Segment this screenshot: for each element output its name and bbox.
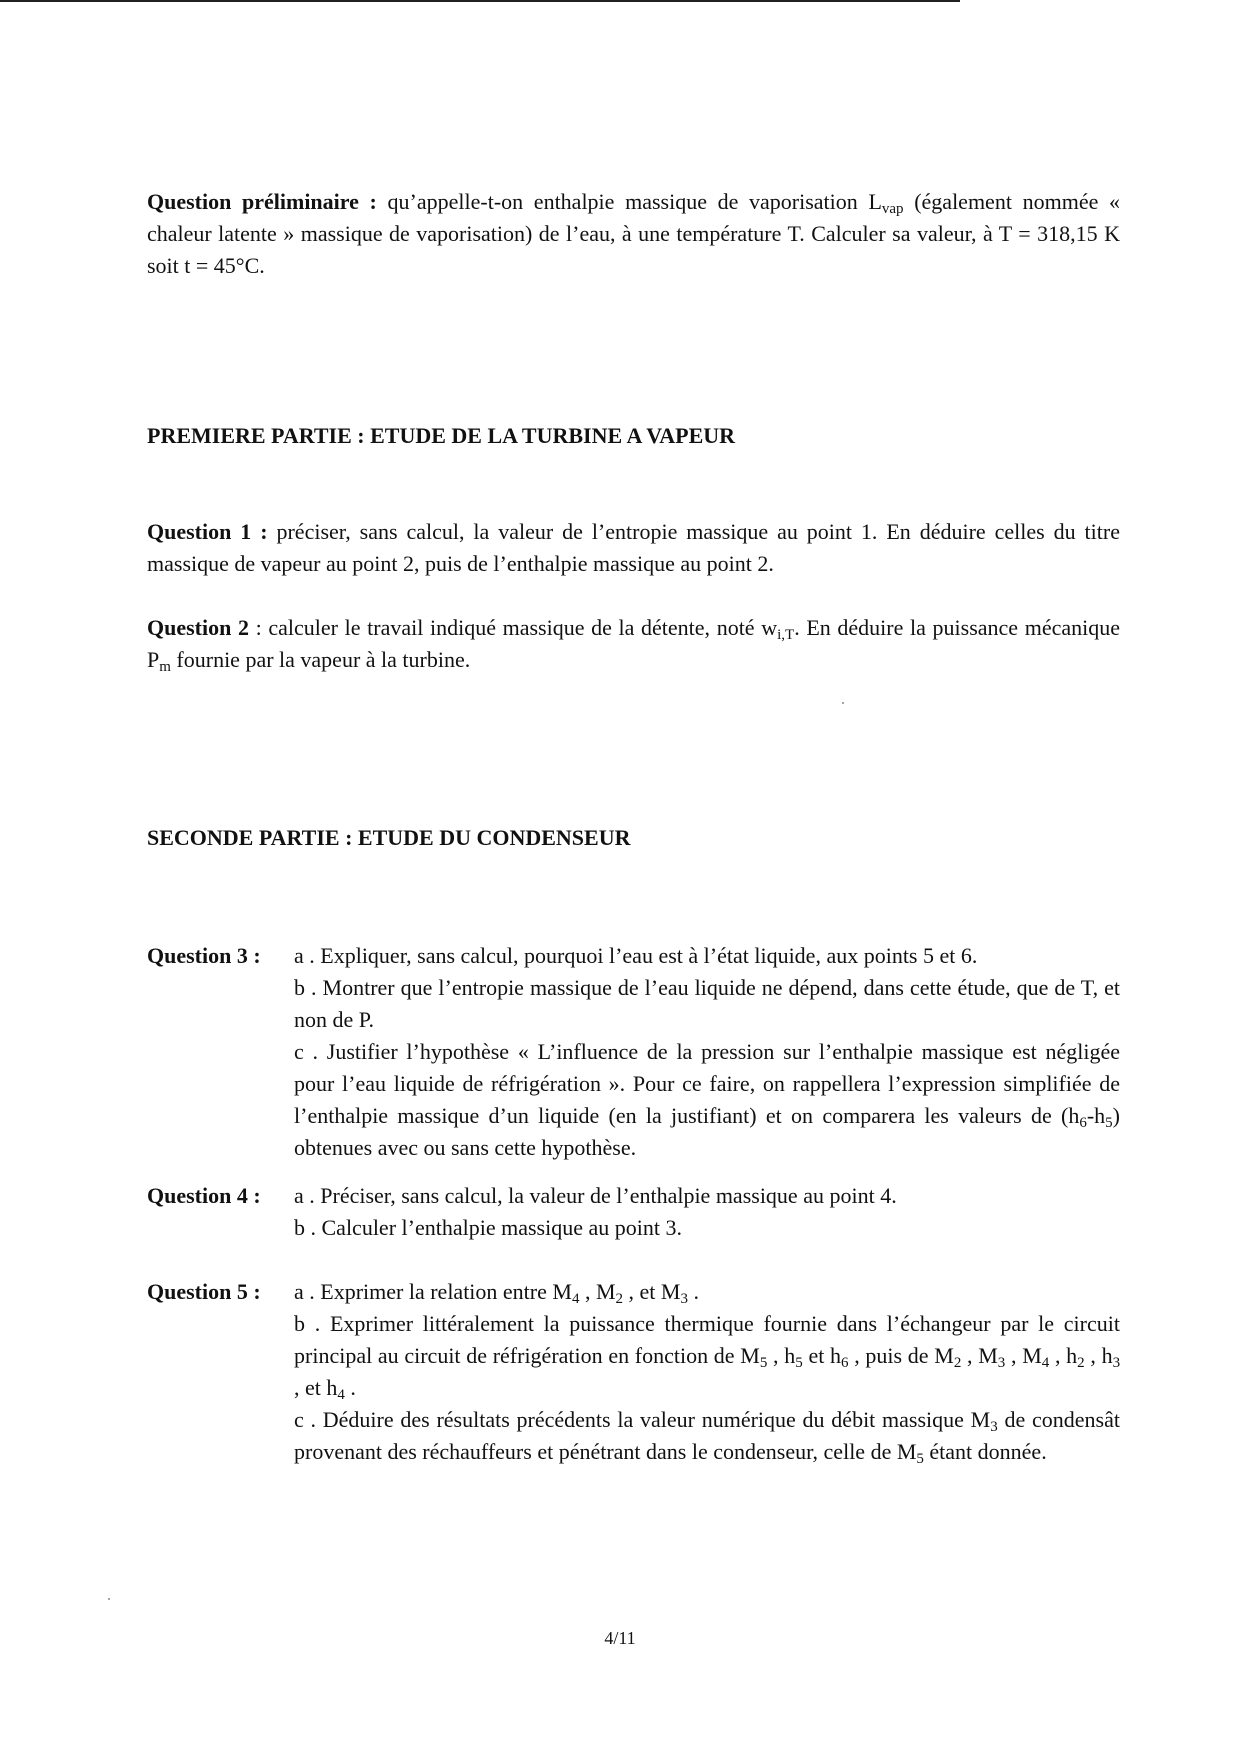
question-1 — [147, 516, 1120, 580]
question-2-text-2: . En déduire la puissance mécanique P — [147, 615, 1120, 672]
question-3-c-text-2: -h — [1086, 1103, 1106, 1128]
q5-b-sub-2: 5 — [795, 1355, 803, 1371]
preliminary-paragraph — [147, 186, 1120, 282]
q5-c-sub-2: 5 — [916, 1451, 924, 1467]
q5-b-sub-4: 2 — [953, 1355, 962, 1371]
question-2-sub-iT: i,T — [777, 627, 795, 643]
q5-a-text-1: a . Exprimer la relation entre M — [294, 1279, 572, 1304]
preliminary-text-1: qu’appelle-t-on enthalpie massique de vaporisation L — [376, 189, 882, 214]
question-2-paragraph — [147, 612, 1120, 676]
question-5-item-c — [294, 1404, 1120, 1468]
question-4-item-b: b . Calculer l’enthalpie massique au point 3. — [294, 1215, 682, 1240]
scan-speck — [108, 1598, 110, 1600]
q5-b-text-9: , et h — [294, 1375, 338, 1400]
q5-b-text-1: b . Exprimer littéralement la puissance thermique fournie dans l’échangeur par le circuit principal au circuit de réfrigération en fonction de M — [294, 1311, 1120, 1368]
q5-b-text-10: . — [344, 1375, 356, 1400]
q5-c-text-1: c . Déduire des résultats précédents la valeur numérique du débit massique M — [294, 1407, 991, 1432]
q5-a-sub-3: 3 — [680, 1291, 688, 1307]
q5-b-sub-5: 3 — [997, 1355, 1006, 1371]
question-2-label: Question 2 — [147, 615, 249, 640]
part1-heading: PREMIERE PARTIE : ETUDE DE LA TURBINE A VAPEUR — [147, 423, 736, 448]
q5-a-text-3: , et M — [623, 1279, 681, 1304]
question-4-item-a: a . Préciser, sans calcul, la valeur de l’enthalpie massique au point 4. — [294, 1183, 897, 1208]
question-5-body — [294, 1276, 1120, 1468]
question-5-label: Question 5 : — [147, 1279, 261, 1304]
question-1-paragraph — [147, 516, 1120, 580]
question-3-label: Question 3 : — [147, 943, 261, 968]
question-4-body — [294, 1180, 1120, 1244]
question-1-label: Question 1 : — [147, 519, 268, 544]
question-5 — [147, 1276, 1120, 1468]
question-4-label: Question 4 : — [147, 1183, 261, 1208]
preliminary-question — [147, 186, 1120, 282]
q5-b-sub-3: 6 — [841, 1355, 849, 1371]
q5-b-sub-9: 4 — [337, 1387, 345, 1403]
q5-a-text-2: , M — [579, 1279, 616, 1304]
question-2-text-1: : calculer le travail indiqué massique de la détente, noté w — [249, 615, 778, 640]
q5-b-text-6: , M — [1005, 1343, 1042, 1368]
q5-b-sub-8: 3 — [1112, 1355, 1121, 1371]
part2-heading: SECONDE PARTIE : ETUDE DU CONDENSEUR — [147, 825, 631, 850]
q5-c-text-2: de condensât provenant des réchauffeurs et pénétrant dans le condenseur, celle de M — [294, 1407, 1120, 1464]
question-1-text: préciser, sans calcul, la valeur de l’entropie massique au point 1. En déduire celles du titre massique de vapeur au point 2, puis de l’enthalpie massique au point 2. — [147, 519, 1120, 576]
q5-b-sub-7: 2 — [1077, 1355, 1085, 1371]
question-2 — [147, 612, 1120, 676]
q5-b-text-7: , h — [1049, 1343, 1078, 1368]
q5-c-text-3: étant donnée. — [923, 1439, 1047, 1464]
question-2-sub-m: m — [159, 659, 171, 675]
question-3-c-sub-5: 5 — [1105, 1115, 1113, 1131]
preliminary-sub-vap: vap — [881, 201, 904, 217]
question-3-item-c — [294, 1036, 1120, 1164]
question-3-body — [294, 940, 1120, 1164]
preliminary-text-2: (également nommée « chaleur latente » massique de vaporisation) de l’eau, à une température T. Calculer sa valeur, à T = 318,15 K soit t = 45°C. — [147, 189, 1120, 278]
q5-a-sub-4: 4 — [571, 1291, 580, 1307]
question-3-c-sub-6: 6 — [1079, 1115, 1087, 1131]
scan-speck — [842, 702, 844, 704]
top-rule — [0, 0, 960, 2]
page-number: 4/11 — [604, 1628, 636, 1648]
q5-b-text-4: , puis de M — [848, 1343, 954, 1368]
question-3 — [147, 940, 1120, 1164]
question-5-item-a — [294, 1276, 1120, 1308]
question-3-item-b: b . Montrer que l’entropie massique de l’eau liquide ne dépend, dans cette étude, que de T, et non de P. — [294, 975, 1120, 1032]
q5-b-text-2: , h — [767, 1343, 796, 1368]
q5-a-text-4: . — [687, 1279, 699, 1304]
q5-b-sub-6: 4 — [1041, 1355, 1050, 1371]
question-4 — [147, 1180, 1120, 1244]
q5-c-sub-1: 3 — [990, 1419, 998, 1435]
q5-b-text-8: , h — [1084, 1343, 1113, 1368]
preliminary-label: Question préliminaire : — [147, 189, 377, 214]
question-5-item-b — [294, 1308, 1120, 1404]
question-3-item-a: a . Expliquer, sans calcul, pourquoi l’eau est à l’état liquide, aux points 5 et 6. — [294, 943, 978, 968]
q5-a-sub-2: 2 — [615, 1291, 624, 1307]
q5-b-text-3: et h — [802, 1343, 842, 1368]
question-2-text-3: fournie par la vapeur à la turbine. — [170, 647, 471, 672]
q5-b-text-5: , M — [961, 1343, 998, 1368]
question-3-c-text-3: ) obtenues avec ou sans cette hypothèse. — [294, 1103, 1120, 1160]
q5-b-sub-1: 5 — [759, 1355, 768, 1371]
question-3-c-text-1: c . Justifier l’hypothèse « L’influence de la pression sur l’enthalpie massique est négligée pour l’eau liquide de réfrigération ». Pour ce faire, on rappellera l’expression simplifiée de l’enthalpie massique d’un liquide (en la justifiant) et on comparera les valeurs de (h — [294, 1039, 1120, 1128]
